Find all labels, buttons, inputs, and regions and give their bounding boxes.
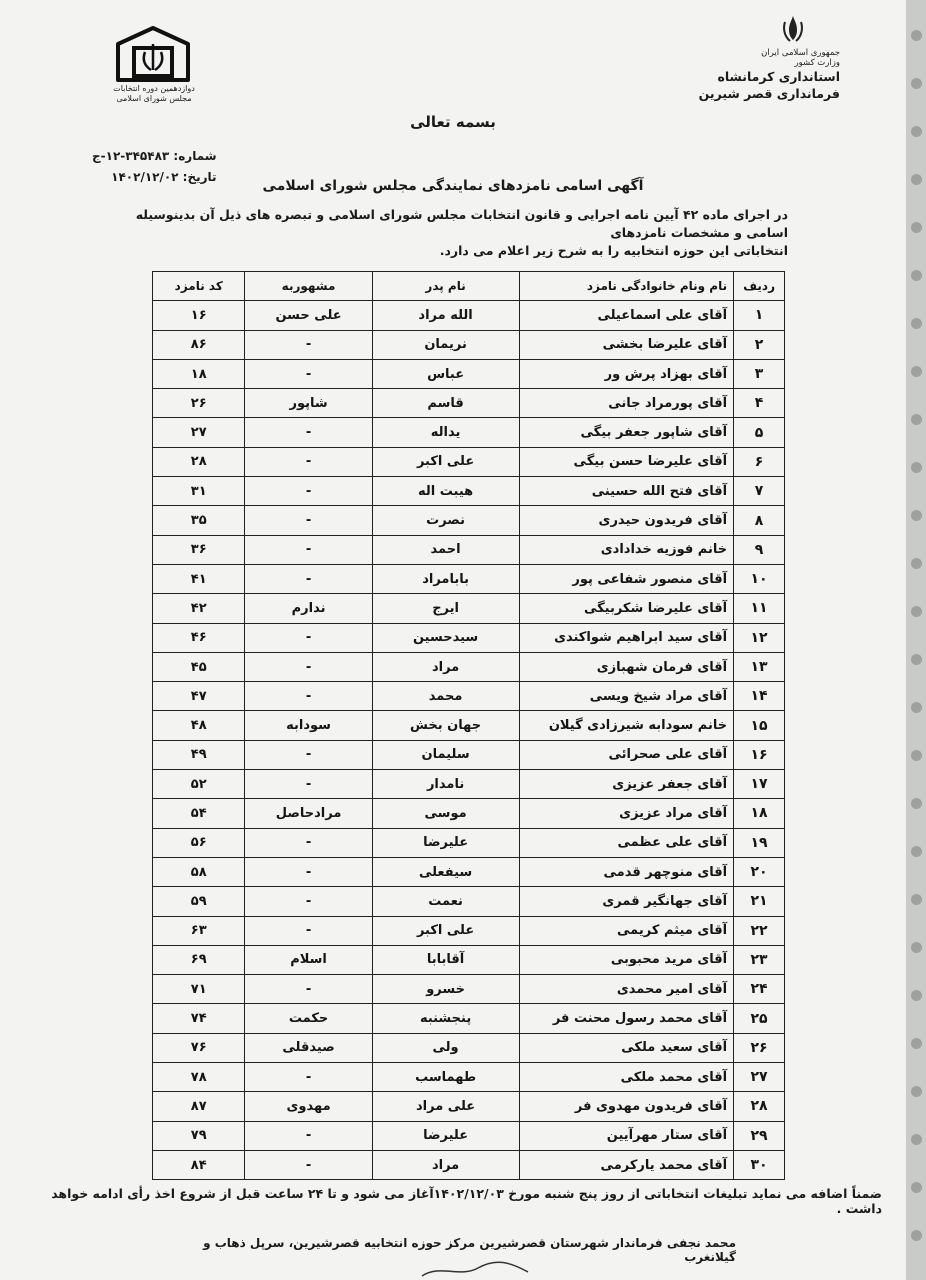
row-number-cell: ۲۷ (734, 1063, 785, 1092)
iran-emblem-icon (780, 14, 806, 44)
table-row (153, 418, 785, 447)
father-name-cell: علیرضا (372, 1121, 519, 1150)
table-row (153, 1004, 785, 1033)
candidate-code-cell: ۵۹ (153, 887, 245, 916)
campaign-notice: ضمناً اضافه می نماید تبلیغات انتخاباتی از روز پنج شنبه مورخ ۱۴۰۲/۱۲/۰۳آغاز می شود و تا ۲۴ ساعت قبل از شروع اخذ رأی ادامه خواهد داشت . (51, 1186, 882, 1216)
row-number-cell: ۹ (734, 535, 785, 564)
known-as-cell: - (245, 975, 372, 1004)
row-number-cell: ۴ (734, 389, 785, 418)
candidate-name-cell: آقای فریدون مهدوی فر (519, 1092, 734, 1121)
known-as-cell: ندارم (245, 594, 372, 623)
known-as-cell: سودابه (245, 711, 372, 740)
father-name-cell: مراد (372, 1150, 519, 1179)
known-as-cell: - (245, 1150, 372, 1179)
row-number-cell: ۱۰ (734, 564, 785, 593)
row-number-cell: ۲ (734, 330, 785, 359)
table-row (153, 652, 785, 681)
candidate-code-cell: ۴۱ (153, 564, 245, 593)
bismillah-heading: بسمه تعالی (410, 113, 496, 131)
father-name-cell: علیرضا (372, 828, 519, 857)
father-name-cell: احمد (372, 535, 519, 564)
candidate-code-cell: ۴۶ (153, 623, 245, 652)
table-row (153, 477, 785, 506)
row-number-cell: ۱۱ (734, 594, 785, 623)
table-row (153, 301, 785, 330)
candidates-table-body (153, 301, 785, 1180)
known-as-cell: - (245, 330, 372, 359)
candidate-code-cell: ۴۹ (153, 740, 245, 769)
father-name-cell: علی اکبر (372, 447, 519, 476)
row-number-cell: ۳ (734, 359, 785, 388)
candidate-code-cell: ۲۷ (153, 418, 245, 447)
col-header-known-as: مشهوربه (245, 272, 372, 301)
row-number-cell: ۱ (734, 301, 785, 330)
father-name-cell: ایرج (372, 594, 519, 623)
table-row (153, 799, 785, 828)
table-row (153, 564, 785, 593)
candidate-name-cell: آقای سید ابراهیم شواکندی (519, 623, 734, 652)
candidate-name-cell: آقای منصور شفاعی پور (519, 564, 734, 593)
father-name-cell: بابامراد (372, 564, 519, 593)
table-row (153, 535, 785, 564)
candidate-name-cell: آقای پورمراد جانی (519, 389, 734, 418)
row-number-cell: ۸ (734, 506, 785, 535)
row-number-cell: ۱۶ (734, 740, 785, 769)
known-as-cell: - (245, 770, 372, 799)
father-name-cell: پنجشنبه (372, 1004, 519, 1033)
table-row (153, 740, 785, 769)
known-as-cell: - (245, 477, 372, 506)
known-as-cell: - (245, 887, 372, 916)
candidate-name-cell: آقای فریدون حیدری (519, 506, 734, 535)
table-row (153, 359, 785, 388)
known-as-cell: صیدقلی (245, 1033, 372, 1062)
col-header-row-number: ردیف (734, 272, 785, 301)
candidate-code-cell: ۴۲ (153, 594, 245, 623)
logo-caption: دوازدهمین دوره انتخابات مجلس شورای اسلامی (113, 84, 195, 103)
candidate-code-cell: ۵۶ (153, 828, 245, 857)
table-row (153, 594, 785, 623)
candidate-code-cell: ۲۶ (153, 389, 245, 418)
known-as-cell: شاپور (245, 389, 372, 418)
col-header-full-name: نام ونام خانوادگی نامزد (519, 272, 734, 301)
candidate-code-cell: ۸۶ (153, 330, 245, 359)
row-number-cell: ۵ (734, 418, 785, 447)
candidate-code-cell: ۷۶ (153, 1033, 245, 1062)
father-name-cell: نریمان (372, 330, 519, 359)
candidate-code-cell: ۶۳ (153, 916, 245, 945)
father-name-cell: نصرت (372, 506, 519, 535)
known-as-cell: - (245, 1121, 372, 1150)
father-name-cell: آقابابا (372, 945, 519, 974)
table-row (153, 828, 785, 857)
father-name-cell: الله مراد (372, 301, 519, 330)
letter-date: تاریخ: ۱۴۰۲/۱۲/۰۲ (111, 170, 217, 184)
country-label: جمهوری اسلامی ایران (761, 48, 840, 58)
candidate-name-cell: آقای مرید محبوبی (519, 945, 734, 974)
row-number-cell: ۶ (734, 447, 785, 476)
candidate-code-cell: ۴۸ (153, 711, 245, 740)
candidate-name-cell: آقای علیرضا بخشی (519, 330, 734, 359)
candidate-name-cell: آقای محمد رسول محنت فر (519, 1004, 734, 1033)
known-as-cell: اسلام (245, 945, 372, 974)
known-as-cell: - (245, 564, 372, 593)
row-number-cell: ۲۱ (734, 887, 785, 916)
known-as-cell: - (245, 623, 372, 652)
candidate-code-cell: ۴۵ (153, 652, 245, 681)
row-number-cell: ۷ (734, 477, 785, 506)
known-as-cell: مهدوی (245, 1092, 372, 1121)
candidate-name-cell: آقای علی صحرائی (519, 740, 734, 769)
row-number-cell: ۲۶ (734, 1033, 785, 1062)
row-number-cell: ۳۰ (734, 1150, 785, 1179)
candidate-code-cell: ۳۱ (153, 477, 245, 506)
table-row (153, 330, 785, 359)
candidate-name-cell: آقای ستار مهرآیین (519, 1121, 734, 1150)
father-name-cell: قاسم (372, 389, 519, 418)
candidate-code-cell: ۵۲ (153, 770, 245, 799)
row-number-cell: ۱۴ (734, 682, 785, 711)
row-number-cell: ۱۵ (734, 711, 785, 740)
candidate-name-cell: آقای علی اسماعیلی (519, 301, 734, 330)
candidate-code-cell: ۸۷ (153, 1092, 245, 1121)
ministry-label: وزارت کشور (794, 58, 840, 68)
candidate-name-cell: آقای فتح الله حسینی (519, 477, 734, 506)
table-row (153, 1092, 785, 1121)
candidate-code-cell: ۶۹ (153, 945, 245, 974)
table-row (153, 447, 785, 476)
county-office-label: فرمانداری قصر شیرین (698, 86, 840, 101)
candidate-name-cell: آقای شاپور جعفر بیگی (519, 418, 734, 447)
candidate-name-cell: آقای علیرضا شکربیگی (519, 594, 734, 623)
father-name-cell: یداله (372, 418, 519, 447)
candidate-code-cell: ۴۷ (153, 682, 245, 711)
known-as-cell: - (245, 828, 372, 857)
candidate-name-cell: آقای سعید ملکی (519, 1033, 734, 1062)
row-number-cell: ۱۷ (734, 770, 785, 799)
table-row (153, 770, 785, 799)
row-number-cell: ۲۵ (734, 1004, 785, 1033)
row-number-cell: ۱۳ (734, 652, 785, 681)
table-row (153, 623, 785, 652)
candidate-name-cell: آقای منوچهر قدمی (519, 857, 734, 886)
candidate-name-cell: خانم فوزیه خدادادی (519, 535, 734, 564)
known-as-cell: - (245, 682, 372, 711)
table-row (153, 916, 785, 945)
notice-title: آگهی اسامی نامزدهای نمایندگی مجلس شورای اسلامی (262, 178, 644, 194)
candidate-name-cell: آقای علیرضا حسن بیگی (519, 447, 734, 476)
table-row (153, 389, 785, 418)
father-name-cell: نعمت (372, 887, 519, 916)
table-row (153, 1121, 785, 1150)
known-as-cell: علی حسن (245, 301, 372, 330)
table-row (153, 975, 785, 1004)
candidate-code-cell: ۵۸ (153, 857, 245, 886)
father-name-cell: ولی (372, 1033, 519, 1062)
table-row (153, 506, 785, 535)
father-name-cell: سیفعلی (372, 857, 519, 886)
known-as-cell: - (245, 418, 372, 447)
candidate-code-cell: ۳۶ (153, 535, 245, 564)
known-as-cell: - (245, 359, 372, 388)
known-as-cell: - (245, 535, 372, 564)
issuer-block (699, 48, 840, 102)
known-as-cell: - (245, 916, 372, 945)
known-as-cell: - (245, 447, 372, 476)
candidate-name-cell: آقای علی عظمی (519, 828, 734, 857)
father-name-cell: موسی (372, 799, 519, 828)
candidate-code-cell: ۷۹ (153, 1121, 245, 1150)
row-number-cell: ۱۹ (734, 828, 785, 857)
row-number-cell: ۱۸ (734, 799, 785, 828)
letter-number: شماره: ۳۴۵۴۸۳-۱۲-ج (92, 149, 217, 163)
candidate-code-cell: ۷۱ (153, 975, 245, 1004)
election-logo-icon (112, 26, 194, 88)
table-row (153, 682, 785, 711)
table-row (153, 857, 785, 886)
table-row (153, 711, 785, 740)
father-name-cell: جهان بخش (372, 711, 519, 740)
father-name-cell: مراد (372, 652, 519, 681)
candidate-name-cell: آقای جعفر عزیزی (519, 770, 734, 799)
table-row (153, 1150, 785, 1179)
signature-line: محمد نجفی فرماندار شهرستان قصرشیرین مرکز حوزه انتخابیه قصرشیرین، سرپل ذهاب و گیلانغرب (203, 1236, 736, 1264)
candidate-name-cell: آقای مراد عزیزی (519, 799, 734, 828)
candidate-name-cell: آقای میثم کریمی (519, 916, 734, 945)
candidates-table (152, 271, 785, 1180)
row-number-cell: ۱۲ (734, 623, 785, 652)
table-header-row (153, 272, 785, 301)
row-number-cell: ۲۰ (734, 857, 785, 886)
known-as-cell: - (245, 506, 372, 535)
father-name-cell: سلیمان (372, 740, 519, 769)
candidate-code-cell: ۷۸ (153, 1063, 245, 1092)
candidate-code-cell: ۳۵ (153, 506, 245, 535)
candidate-code-cell: ۵۴ (153, 799, 245, 828)
father-name-cell: طهماسب (372, 1063, 519, 1092)
candidate-code-cell: ۱۸ (153, 359, 245, 388)
candidate-name-cell: آقای مراد شیخ ویسی (519, 682, 734, 711)
father-name-cell: عباس (372, 359, 519, 388)
candidate-name-cell: آقای امیر محمدی (519, 975, 734, 1004)
known-as-cell: مرادحاصل (245, 799, 372, 828)
candidate-code-cell: ۷۴ (153, 1004, 245, 1033)
table-row (153, 1063, 785, 1092)
row-number-cell: ۲۹ (734, 1121, 785, 1150)
row-number-cell: ۲۲ (734, 916, 785, 945)
candidate-name-cell: آقای محمد ملکی (519, 1063, 734, 1092)
known-as-cell: - (245, 652, 372, 681)
col-header-candidate-code: کد نامزد (153, 272, 245, 301)
candidate-code-cell: ۲۸ (153, 447, 245, 476)
father-name-cell: خسرو (372, 975, 519, 1004)
candidate-name-cell: آقای بهزاد پرش ور (519, 359, 734, 388)
row-number-cell: ۲۳ (734, 945, 785, 974)
father-name-cell: علی اکبر (372, 916, 519, 945)
table-row (153, 887, 785, 916)
candidate-code-cell: ۱۶ (153, 301, 245, 330)
handwritten-signature-icon (420, 1258, 530, 1280)
candidate-name-cell: خانم سودابه شیرزادی گیلان (519, 711, 734, 740)
known-as-cell: - (245, 740, 372, 769)
table-row (153, 1033, 785, 1062)
known-as-cell: حکمت (245, 1004, 372, 1033)
father-name-cell: هیبت اله (372, 477, 519, 506)
father-name-cell: سیدحسین (372, 623, 519, 652)
col-header-father-name: نام پدر (372, 272, 519, 301)
notice-intro: در اجرای ماده ۴۲ آیین نامه اجرایی و قانون انتخابات مجلس شورای اسلامی و تبصره های ذیل آن بدینوسیله اسامی و مشخصات نامزدهای انتخاباتی این حوزه انتخابیه را به شرح زیر اعلام می دارد. (135, 207, 788, 258)
row-number-cell: ۲۸ (734, 1092, 785, 1121)
candidate-name-cell: آقای جهانگیر قمری (519, 887, 734, 916)
father-name-cell: محمد (372, 682, 519, 711)
father-name-cell: نامدار (372, 770, 519, 799)
known-as-cell: - (245, 1063, 372, 1092)
candidate-name-cell: آقای فرمان شهبازی (519, 652, 734, 681)
candidate-name-cell: آقای محمد یارکرمی (519, 1150, 734, 1179)
table-row (153, 945, 785, 974)
binder-edge (906, 0, 926, 1280)
candidate-code-cell: ۸۴ (153, 1150, 245, 1179)
father-name-cell: علی مراد (372, 1092, 519, 1121)
known-as-cell: - (245, 857, 372, 886)
row-number-cell: ۲۴ (734, 975, 785, 1004)
governorate-label: استانداری کرمانشاه (717, 69, 840, 84)
